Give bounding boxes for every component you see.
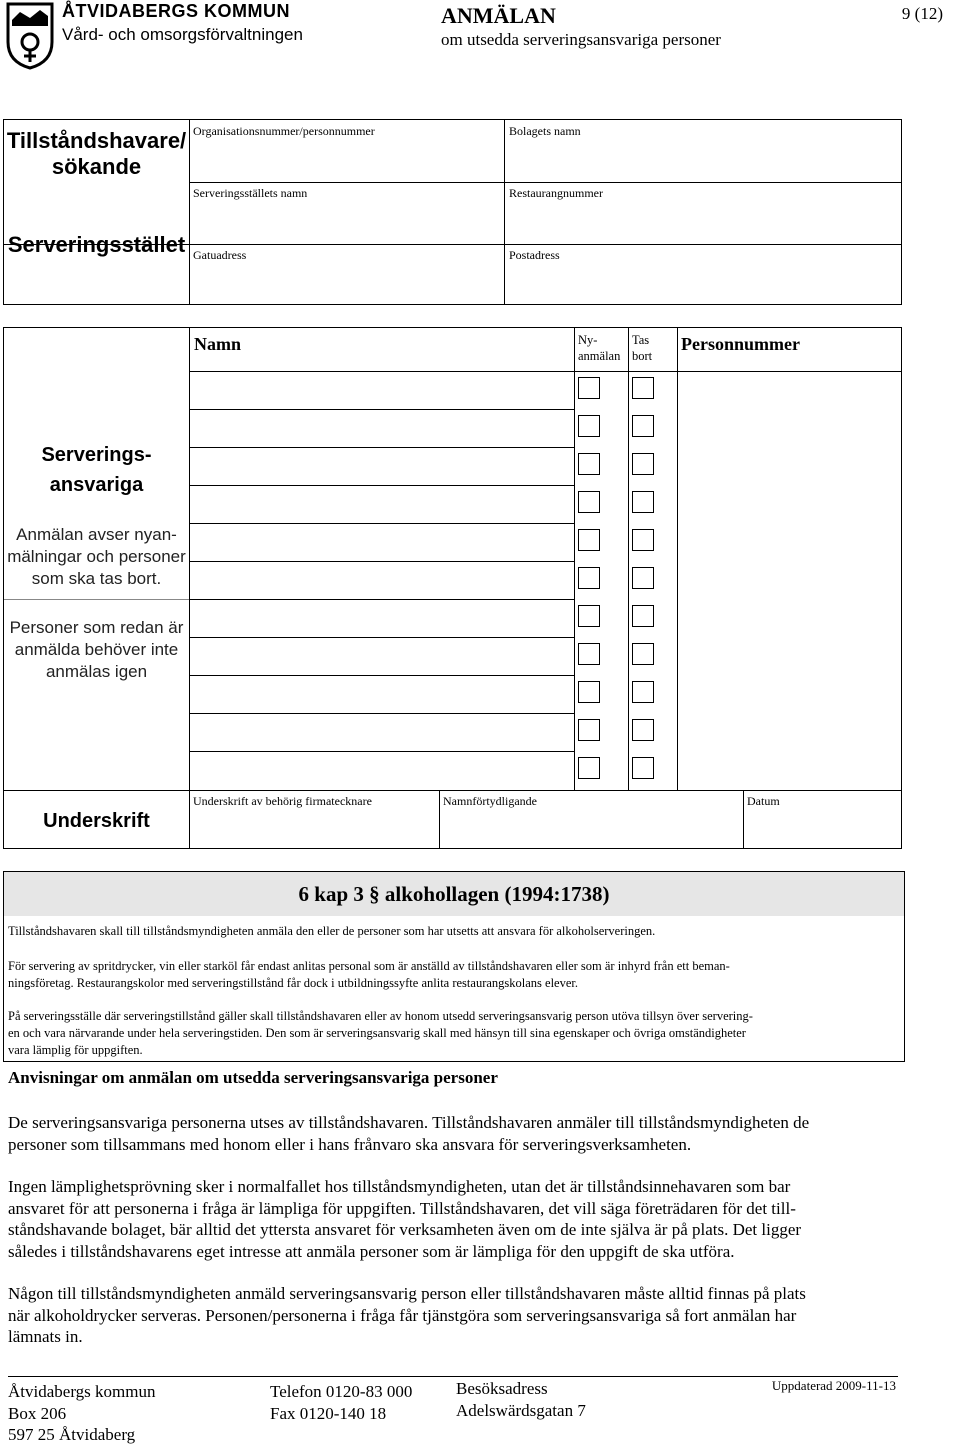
municipal-coat-of-arms-icon: [6, 2, 54, 70]
responsible-personnummer-field[interactable]: [678, 600, 901, 636]
new-registration-checkbox[interactable]: [578, 605, 600, 627]
name-clarification-field[interactable]: [440, 810, 742, 848]
remove-checkbox[interactable]: [632, 377, 654, 399]
already-registered-note: Personer som redan är anmälda behöver inte anmälas igen: [9, 618, 184, 681]
applicant-venue-table: [3, 119, 902, 305]
responsible-personnummer-field[interactable]: [678, 410, 901, 446]
responsible-personnummer-field[interactable]: [678, 562, 901, 598]
organization-department: Vård- och omsorgsförvaltningen: [62, 25, 303, 44]
venue-name-field[interactable]: [190, 202, 503, 242]
new-registration-checkbox[interactable]: [578, 491, 600, 513]
remove-checkbox[interactable]: [632, 415, 654, 437]
signature-field[interactable]: [190, 810, 438, 848]
new-registration-checkbox[interactable]: [578, 643, 600, 665]
responsible-name-field[interactable]: [190, 752, 573, 788]
remove-checkbox[interactable]: [632, 643, 654, 665]
responsible-personnummer-field[interactable]: [678, 524, 901, 560]
name-column-header: Namn: [194, 334, 242, 354]
remove-checkbox[interactable]: [632, 681, 654, 703]
responsible-name-field[interactable]: [190, 486, 573, 522]
responsible-personnummer-field[interactable]: [678, 372, 901, 408]
footer-postal-address: Åtvidabergs kommun Box 206 597 25 Åtvidaberg: [8, 1382, 156, 1444]
postal-address-field[interactable]: [505, 264, 901, 304]
legal-text-box: [3, 871, 905, 1062]
street-address-label: Gatuadress: [193, 248, 247, 262]
applicant-section-title: Tillståndshavare/ sökande: [6, 128, 187, 179]
new-registration-checkbox[interactable]: [578, 529, 600, 551]
signature-label: Underskrift av behörig firmatecknare: [193, 794, 372, 808]
legal-paragraph-2: För servering av spritdrycker, vin eller starköl får endast anlitas personal som är anställd av tillståndshavaren eller som är inhyrd från ett beman- ningsföretag. Restaurangskolor med serveringstillstånd får dock i utbildningssyfte anlita restaurangskolans elever.: [8, 959, 730, 990]
postal-address-label: Postadress: [509, 248, 560, 262]
restaurant-number-field[interactable]: [505, 202, 901, 242]
responsible-personnummer-field[interactable]: [678, 676, 901, 712]
responsible-name-field[interactable]: [190, 448, 573, 484]
new-registration-column-header: Ny- anmälan: [578, 333, 621, 363]
responsible-personnummer-field[interactable]: [678, 638, 901, 674]
new-registration-checkbox[interactable]: [578, 719, 600, 741]
venue-section-title: Serveringsstället: [7, 232, 186, 257]
guide-paragraph-2: Ingen lämplighetsprövning sker i normalfallet hos tillståndsmyndigheten, utan det är tillståndsinnehavaren som bar ansvaret för att personerna i fråga är lämpliga för uppgiften. Tillståndshavaren, det vill säga företrädaren för det till- ståndshavande bolaget, bär alltid det yttersta ansvaret för verksamheten även om de inte själva är på plats. Det ligger således i tillståndshavarens eget intresse att anmäla personer som är lämpliga för den uppgift de ska utföra.: [8, 1177, 802, 1261]
remove-checkbox[interactable]: [632, 605, 654, 627]
date-field[interactable]: [744, 810, 901, 848]
new-removal-note: Anmälan avser nyan- mälningar och personer som ska tas bort.: [7, 525, 186, 588]
name-clarification-label: Namnförtydligande: [443, 794, 537, 808]
organization-name: ÅTVIDABERGS KOMMUN: [62, 1, 290, 21]
date-label: Datum: [747, 794, 780, 808]
personnummer-column-header: Personnummer: [681, 334, 800, 354]
org-number-field[interactable]: [190, 140, 503, 180]
company-name-field[interactable]: [505, 140, 901, 180]
responsible-personnummer-field[interactable]: [678, 448, 901, 484]
remove-checkbox[interactable]: [632, 719, 654, 741]
org-number-label: Organisationsnummer/personnummer: [193, 124, 375, 138]
footer-phone-fax: Telefon 0120-83 000 Fax 0120-140 18: [270, 1382, 413, 1423]
responsible-name-field[interactable]: [190, 600, 573, 636]
legal-paragraph-3: På serveringsställe där serveringstillstånd gäller skall tillståndshavaren eller av honom utsedd serveringsansvarig person utöva tillsyn över servering- en och vara närvarande under hela serveringstiden. Den som är serveringsansvarig skall med hänsyn till sina egenskaper och övriga omständigheter vara lämplig för uppgiften.: [8, 1009, 753, 1057]
responsible-name-field[interactable]: [190, 676, 573, 712]
guide-paragraph-1: De serveringsansvariga personerna utses av tillståndshavaren. Tillståndshavaren anmäler till tillståndsmyndigheten de personer som tillsammans med honom eller i hans frånvaro ska ansvara för serveringsverksamheten.: [8, 1113, 810, 1154]
new-registration-checkbox[interactable]: [578, 681, 600, 703]
responsible-name-field[interactable]: [190, 372, 573, 408]
document-subtitle: om utsedda serveringsansvariga personer: [441, 30, 721, 49]
legal-title: 6 kap 3 § alkohollagen (1994:1738): [298, 882, 610, 906]
company-name-label: Bolagets namn: [509, 124, 581, 138]
responsible-name-field[interactable]: [190, 562, 573, 598]
responsible-name-field[interactable]: [190, 714, 573, 750]
responsible-name-field[interactable]: [190, 638, 573, 674]
new-registration-checkbox[interactable]: [578, 453, 600, 475]
page-number: 9 (12): [901, 4, 943, 23]
new-registration-checkbox[interactable]: [578, 567, 600, 589]
new-registration-checkbox[interactable]: [578, 377, 600, 399]
remove-checkbox[interactable]: [632, 453, 654, 475]
remove-checkbox[interactable]: [632, 491, 654, 513]
legal-paragraph-1: Tillståndshavaren skall till tillståndsmyndigheten anmäla den eller de personer som har utsetts att ansvara för alkoholserveringen.: [8, 924, 656, 938]
responsible-personnummer-field[interactable]: [678, 486, 901, 522]
responsible-personnummer-field[interactable]: [678, 752, 901, 788]
new-registration-checkbox[interactable]: [578, 757, 600, 779]
restaurant-number-label: Restaurangnummer: [509, 186, 603, 200]
new-registration-checkbox[interactable]: [578, 415, 600, 437]
responsible-section-title: Serverings- ansvariga: [41, 444, 152, 496]
venue-name-label: Serveringsställets namn: [193, 186, 308, 200]
footer-divider: [8, 1376, 898, 1377]
responsible-persons-table: [3, 327, 902, 849]
remove-checkbox[interactable]: [632, 567, 654, 589]
document-title: ANMÄLAN: [441, 3, 556, 28]
remove-checkbox[interactable]: [632, 757, 654, 779]
remove-checkbox[interactable]: [632, 529, 654, 551]
guide-title: Anvisningar om anmälan om utsedda serveringsansvariga personer: [8, 1068, 498, 1087]
remove-column-header: Tas bort: [632, 333, 653, 363]
updated-date: Uppdaterad 2009-11-13: [771, 1378, 896, 1393]
guide-paragraph-3: Någon till tillståndsmyndigheten anmäld serveringsansvarig person eller tillståndshavaren måste alltid finnas på plats när alkoholdrycker serveras. Personen/personerna i fråga får tjänstgöra som serveringsansvariga så fort anmälan har lämnats in.: [8, 1284, 806, 1346]
signature-section-title: Underskrift: [43, 810, 150, 832]
responsible-personnummer-field[interactable]: [678, 714, 901, 750]
responsible-name-field[interactable]: [190, 524, 573, 560]
responsible-name-field[interactable]: [190, 410, 573, 446]
footer-visiting-address: Besöksadress Adelswärdsgatan 7: [456, 1379, 586, 1420]
street-address-field[interactable]: [190, 264, 503, 304]
